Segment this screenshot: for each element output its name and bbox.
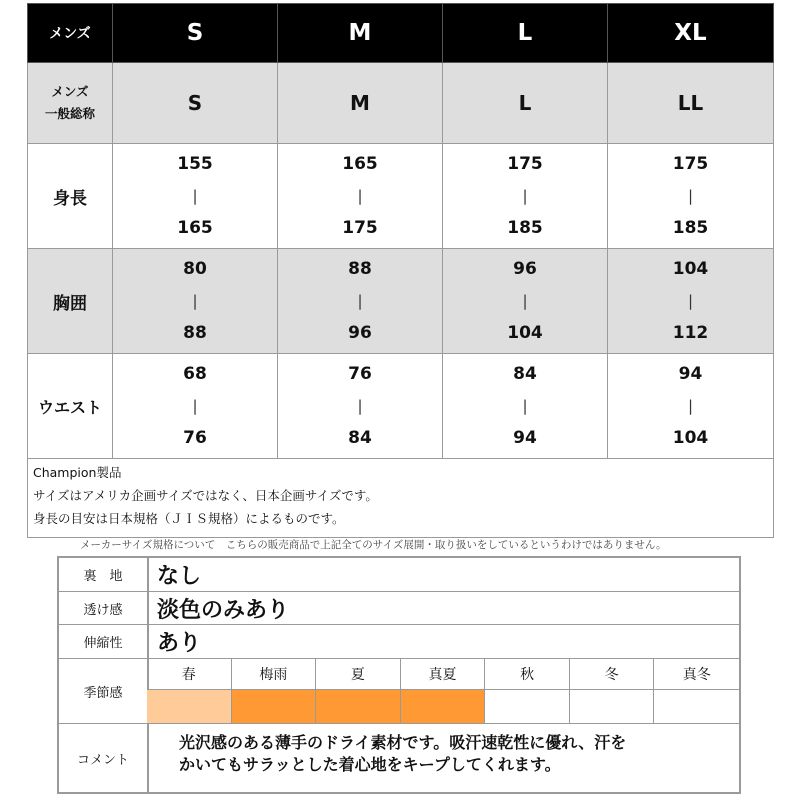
lining-value: なし xyxy=(157,564,202,589)
general-size-row xyxy=(28,63,774,144)
height-row xyxy=(28,144,774,249)
general-size-value: M xyxy=(278,63,443,144)
height-range-s: 155 | 165 xyxy=(113,144,278,249)
season-level-cell xyxy=(654,690,739,723)
waist-row xyxy=(28,354,774,459)
note-brand: Champion製品 xyxy=(33,465,122,480)
season-level-cell xyxy=(570,690,655,723)
general-size-value: S xyxy=(113,63,278,144)
season-row xyxy=(59,659,739,724)
sheer-value: 淡色のみあり xyxy=(157,597,290,623)
size-header-row xyxy=(28,4,774,63)
comment-label: コメント xyxy=(59,724,149,792)
height-range-xl: 175 | 185 xyxy=(608,144,774,249)
size-xl-header: XL xyxy=(608,4,774,63)
season-name: 春 xyxy=(147,659,232,690)
season-grid xyxy=(147,659,739,723)
chest-label: 胸囲 xyxy=(28,249,113,354)
comment-text: 光沢感のある薄手のドライ素材です。吸汗速乾性に優れ、汗を かいてもサラッとした着心地をキープしてくれます。 xyxy=(179,733,627,774)
waist-range-l: 84 | 94 xyxy=(443,354,608,459)
sheer-row xyxy=(59,592,739,625)
season-level-cell xyxy=(485,690,570,723)
season-level-cell xyxy=(232,690,317,723)
season-name: 真冬 xyxy=(654,659,739,690)
note-height: 身長の目安は日本規格（ＪＩＳ規格）によるものです。 xyxy=(33,511,345,526)
season-label: 季節感 xyxy=(59,659,149,723)
chest-range-m: 88 | 96 xyxy=(278,249,443,354)
notes-row xyxy=(28,459,774,538)
waist-range-xl: 94 | 104 xyxy=(608,354,774,459)
notes-cell xyxy=(28,459,774,538)
stretch-value: あり xyxy=(157,631,202,656)
general-size-value: L xyxy=(443,63,608,144)
stretch-label: 伸縮性 xyxy=(59,625,149,658)
chest-range-xl: 104 | 112 xyxy=(608,249,774,354)
size-s-header: S xyxy=(113,4,278,63)
height-label: 身長 xyxy=(28,144,113,249)
season-level-cell xyxy=(147,690,232,723)
height-range-l: 175 | 185 xyxy=(443,144,608,249)
season-level-cell xyxy=(401,690,486,723)
spec-table xyxy=(57,556,741,794)
general-size-label: メンズ 一般総称 xyxy=(28,63,113,144)
note-sizing: サイズはアメリカ企画サイズではなく、日本企画サイズです。 xyxy=(33,488,378,503)
waist-range-s: 68 | 76 xyxy=(113,354,278,459)
season-name: 真夏 xyxy=(401,659,486,690)
season-name: 冬 xyxy=(570,659,655,690)
height-range-m: 165 | 175 xyxy=(278,144,443,249)
comment-row xyxy=(59,724,739,792)
size-chart-table xyxy=(27,3,774,538)
header-label: メンズ xyxy=(28,4,113,63)
season-name: 秋 xyxy=(485,659,570,690)
chest-range-s: 80 | 88 xyxy=(113,249,278,354)
season-name: 夏 xyxy=(316,659,401,690)
stretch-row xyxy=(59,625,739,659)
chest-row xyxy=(28,249,774,354)
waist-label: ウエスト xyxy=(28,354,113,459)
sheer-label: 透け感 xyxy=(59,592,149,624)
season-level-cell xyxy=(316,690,401,723)
season-name: 梅雨 xyxy=(232,659,317,690)
waist-range-m: 76 | 84 xyxy=(278,354,443,459)
size-disclaimer: メーカーサイズ規格について こちらの販売商品で上記全てのサイズ展開・取り扱いをしているというわけではありません。 xyxy=(80,539,667,551)
lining-label: 裏 地 xyxy=(59,558,149,591)
size-m-header: M xyxy=(278,4,443,63)
size-l-header: L xyxy=(443,4,608,63)
lining-row xyxy=(59,558,739,592)
chest-range-l: 96 | 104 xyxy=(443,249,608,354)
general-size-value: LL xyxy=(608,63,774,144)
